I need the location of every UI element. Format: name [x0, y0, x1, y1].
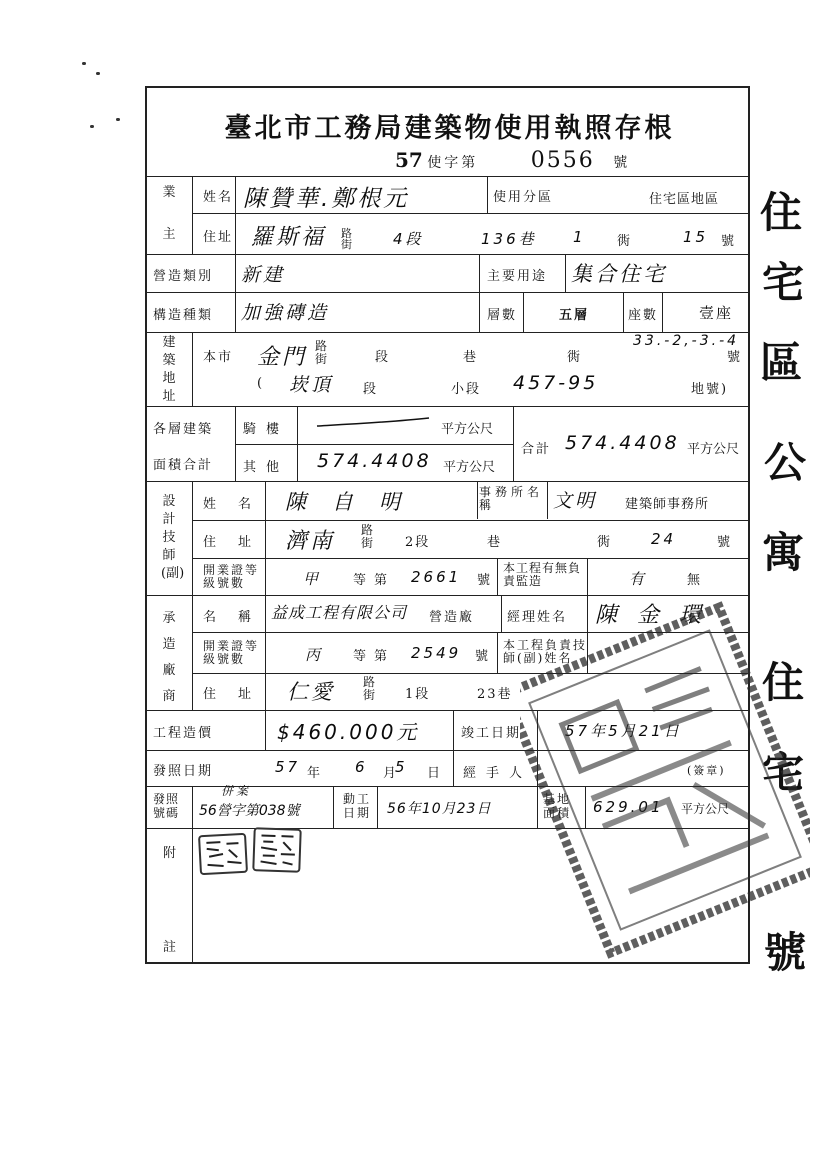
site-land-section: 崁頂 — [289, 374, 334, 396]
permit-number-note: 併案 — [221, 784, 252, 798]
margin-char-3: 區 — [760, 338, 803, 387]
owner-section-value: 4段 — [393, 230, 424, 248]
contractor-license-label: 開業證等級號數 — [203, 639, 260, 666]
manager-value: 陳金環 — [595, 603, 722, 628]
contractor-road-unit: 路街 — [363, 675, 378, 702]
issue-month-unit: 月 — [383, 766, 399, 781]
total-value: 574.4408 — [565, 432, 680, 454]
manager-label: 經理姓名 — [507, 610, 568, 625]
owner-lane-value: 136巷 — [481, 230, 537, 248]
permit-number-label: 發照號碼 — [153, 792, 180, 820]
margin-char-5: 寓 — [762, 528, 805, 577]
designer-alley-unit: 衖 — [597, 535, 613, 550]
designer-name-value: 陳自明 — [285, 490, 426, 514]
seal-stamp-right — [252, 827, 302, 873]
contractor-name-suffix: 營造廠 — [429, 610, 475, 625]
owner-number-unit: 號 — [721, 234, 737, 249]
main-use-value: 集合住宅 — [571, 262, 667, 286]
owner-road-unit: 路街 — [341, 227, 354, 251]
designer-number-unit: 號 — [717, 535, 733, 550]
contractor-license-grade: 丙 — [305, 646, 324, 664]
doc-year: 57 — [395, 148, 423, 172]
notes-label-bottom: 註 — [163, 940, 179, 955]
issue-year-unit: 年 — [307, 766, 323, 781]
designer-lane-unit: 巷 — [487, 535, 503, 550]
owner-alley-unit: 衖 — [617, 234, 633, 249]
main-use-label: 主要用途 — [487, 269, 548, 284]
designer-section-value: 2段 — [405, 535, 431, 550]
margin-char-2: 宅 — [762, 258, 805, 307]
doc-suffix: 號 — [613, 155, 628, 171]
site-label: 建 築 地 址 — [162, 335, 176, 404]
form-title: 臺北市工務局建築物使用執照存根 — [224, 113, 675, 144]
contractor-address-label: 住址 — [203, 687, 274, 702]
other-unit: 平方公尺 — [443, 460, 496, 475]
owner-address-label: 住址 — [203, 230, 234, 245]
doc-number-line — [395, 148, 627, 173]
completion-value: 57年5月21日 — [565, 722, 682, 740]
handler-note: (簽章) — [687, 764, 726, 777]
floors-value: 五層 — [559, 308, 590, 323]
buildings-value: 壹座 — [699, 304, 734, 322]
contractor-license-number: 2549 — [411, 644, 462, 662]
designer-license-label: 開業證等級號數 — [203, 563, 260, 590]
designer-license-unit: 號 — [477, 573, 493, 588]
notes-label-top: 附 — [163, 846, 179, 861]
cost-value: $460.000元 — [277, 720, 420, 744]
designer-road-unit: 路街 — [361, 523, 376, 550]
designer-license-mid: 等第 — [353, 573, 396, 588]
construction-type-value: 新建 — [241, 264, 286, 286]
office-value: 文明 — [553, 490, 598, 512]
scan-speck — [90, 125, 94, 128]
issue-month: 6 — [355, 758, 368, 776]
site-road-unit: 路街 — [315, 339, 330, 366]
doc-number: 0556 — [530, 148, 595, 173]
supervisor-value: 有 — [629, 570, 648, 588]
base-area-value: 629.01 — [593, 798, 664, 816]
issue-day: 5 — [395, 758, 408, 776]
contractor-section-value: 1段 — [405, 687, 431, 702]
structure-value: 加強磚造 — [241, 302, 330, 324]
start-date-value: 56年10月23日 — [387, 801, 492, 817]
contractor-name-value: 益成工程有限公司 — [271, 603, 408, 622]
issue-year: 57 — [275, 758, 301, 776]
arcade-label: 騎樓 — [243, 422, 290, 437]
start-date-label: 動工日期 — [343, 792, 372, 820]
handler-label: 經手人 — [463, 766, 533, 781]
site-alley-unit: 衖 — [567, 350, 583, 365]
designer-section-label: 設 計 技 師 (副) — [161, 494, 185, 581]
floors-label: 層數 — [487, 308, 518, 323]
construction-type-label: 營造類別 — [153, 269, 214, 284]
contractor-lane-value: 23巷 — [477, 687, 513, 702]
other-value: 574.4408 — [317, 450, 432, 472]
owner-name-label: 姓名 — [203, 190, 234, 205]
site-road-value: 金門 — [257, 345, 308, 370]
contractor-road-value: 仁愛 — [287, 680, 335, 704]
site-land-number-unit: 地號) — [691, 382, 729, 397]
owner-name-value: 陳贊華.鄭根元 — [243, 186, 410, 212]
issue-day-unit: 日 — [427, 766, 443, 781]
cost-label: 工程造價 — [153, 726, 214, 741]
site-land-open: ( — [257, 376, 265, 391]
issue-date-label: 發照日期 — [153, 764, 214, 779]
site-land-number: 457-95 — [513, 372, 599, 394]
contractor-section-label: 承 造 廠 商 — [162, 611, 176, 704]
buildings-label: 座數 — [628, 308, 659, 323]
designer-number-value: 24 — [651, 530, 677, 548]
permit-number-value: 56營字第038號 — [199, 803, 300, 819]
supervisor-alt: 無 — [687, 573, 703, 588]
designer-license-number: 2661 — [411, 568, 462, 586]
arcade-unit: 平方公尺 — [441, 422, 494, 437]
tech-label: 本工程負責技師(副)姓名 — [503, 638, 588, 665]
doc-prefix: 使字第 — [427, 155, 479, 171]
owner-alley-value: 1 — [573, 228, 586, 246]
seal-stamp-left — [198, 833, 248, 875]
owner-section-label-bottom: 主 — [162, 227, 176, 242]
designer-address-label: 住址 — [203, 535, 274, 550]
scan-speck — [96, 72, 100, 75]
supervisor-label: 本工程有無負責監造 — [503, 561, 582, 588]
owner-number-value: 15 — [683, 228, 709, 246]
base-area-unit: 平方公尺 — [681, 802, 730, 816]
site-lane-unit: 巷 — [463, 350, 479, 365]
total-label: 合計 — [521, 442, 552, 457]
site-number-unit: 號 — [727, 350, 743, 365]
office-suffix: 建築師事務所 — [625, 497, 710, 512]
owner-section-label-top: 業 — [162, 185, 176, 200]
designer-license-grade: 甲 — [303, 570, 322, 588]
contractor-name-label: 名稱 — [203, 610, 274, 625]
margin-char-4: 公 — [764, 438, 807, 487]
margin-char-8: 號 — [764, 928, 807, 977]
seal-glyph — [200, 835, 246, 873]
other-label: 其他 — [243, 460, 290, 475]
office-label: 事務所名稱 — [479, 485, 544, 512]
margin-char-7: 宅 — [762, 748, 805, 797]
site-land-subsection-unit: 小段 — [451, 382, 482, 397]
arcade-dash — [313, 416, 433, 430]
owner-road-value: 羅斯福 — [251, 225, 327, 250]
completion-label: 竣工日期 — [461, 726, 522, 741]
margin-char-1: 住 — [760, 188, 803, 237]
contractor-license-mid: 等第 — [353, 649, 396, 664]
area-label-line1: 各層建築 — [153, 422, 214, 437]
usage-zone-label: 使用分區 — [493, 190, 554, 205]
large-official-stamp — [520, 600, 810, 960]
structure-label: 構造種類 — [153, 308, 214, 323]
seal-glyph — [254, 829, 299, 871]
usage-zone-value: 住宅區地區 — [649, 192, 720, 207]
total-unit: 平方公尺 — [687, 442, 740, 457]
site-land-section-unit: 段 — [363, 382, 379, 397]
scan-speck — [82, 62, 86, 65]
site-city: 本市 — [203, 350, 234, 365]
designer-road-value: 濟南 — [285, 529, 336, 554]
contractor-license-unit: 號 — [475, 649, 491, 664]
scan-speck — [116, 118, 120, 121]
site-number-value: 33.-2,-3.-4 — [633, 333, 740, 349]
area-label-line2: 面積合計 — [153, 458, 214, 473]
designer-name-label: 姓名 — [203, 497, 274, 512]
base-area-label: 基地面積 — [543, 792, 572, 820]
site-section-unit: 段 — [375, 350, 391, 365]
margin-char-6: 住 — [762, 658, 805, 707]
